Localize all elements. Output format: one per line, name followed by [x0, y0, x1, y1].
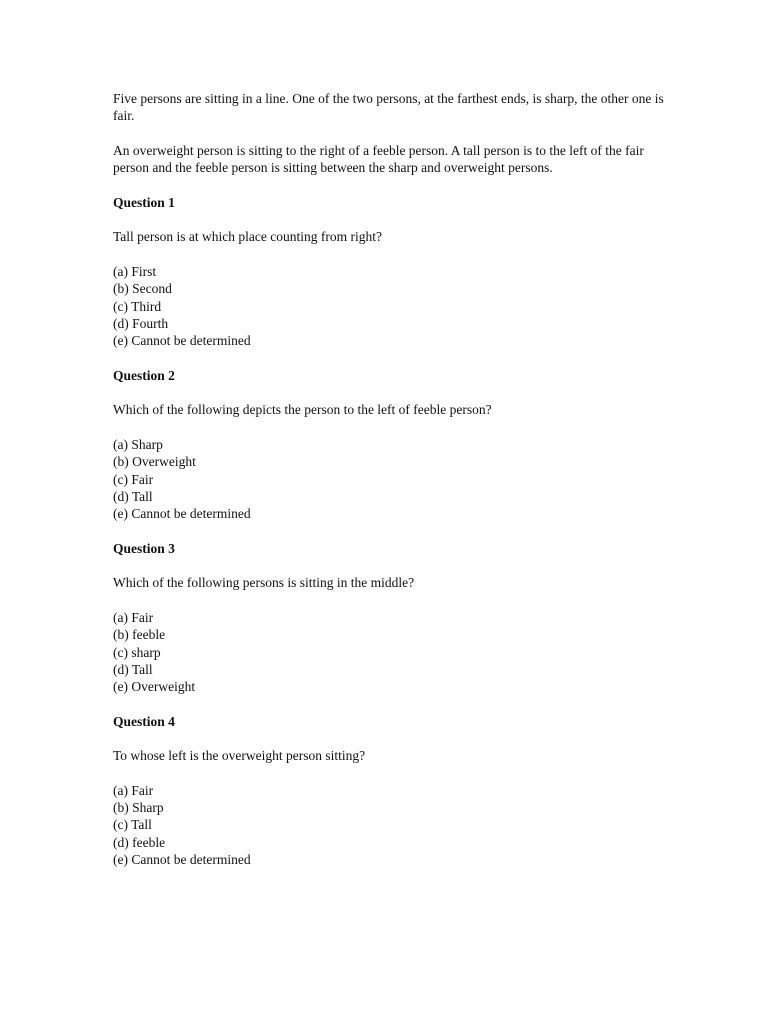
answer-option: (d) feeble	[113, 834, 166, 850]
intro-paragraph-2: An overweight person is sitting to the right of a feeble person. A tall person is to the left of the fair person and the feeble person is sitting between the sharp and overweight persons.	[113, 142, 644, 176]
question-3	[113, 540, 673, 696]
question-4	[113, 713, 673, 869]
answer-option: (c) Fair	[113, 471, 154, 487]
question-text: To whose left is the overweight person sitting?	[113, 748, 366, 764]
question-text: Which of the following persons is sitting in the middle?	[113, 575, 415, 591]
answer-option: (e) Cannot be determined	[113, 852, 251, 868]
answer-option: (e) Cannot be determined	[113, 506, 251, 522]
question-title: Question 4	[113, 713, 175, 729]
answer-option: (a) Sharp	[113, 436, 163, 452]
answer-option: (e) Cannot be determined	[113, 333, 251, 349]
answer-option: (c) sharp	[113, 644, 161, 660]
answer-option: (b) Overweight	[113, 454, 196, 470]
answer-option: (d) Tall	[113, 661, 153, 677]
answer-option: (a) Fair	[113, 782, 154, 798]
question-title: Question 2	[113, 367, 175, 383]
answer-option: (a) Fair	[113, 609, 154, 625]
answer-option: (b) Second	[113, 281, 172, 297]
question-text: Which of the following depicts the person to the left of feeble person?	[113, 402, 492, 418]
answer-option: (b) feeble	[113, 627, 166, 643]
question-title: Question 3	[113, 540, 175, 556]
answer-options	[113, 782, 673, 868]
question-title: Question 1	[113, 194, 175, 210]
answer-option: (a) First	[113, 263, 157, 279]
answer-options	[113, 436, 673, 522]
answer-option: (e) Overweight	[113, 679, 196, 695]
answer-option: (c) Third	[113, 298, 162, 314]
answer-option: (d) Fourth	[113, 315, 169, 331]
answer-options	[113, 263, 673, 349]
question-1	[113, 194, 673, 350]
intro-paragraph-1: Five persons are sitting in a line. One of the two persons, at the farthest ends, is sharp, the other one is fair.	[113, 91, 664, 124]
question-text: Tall person is at which place counting from right?	[113, 229, 382, 245]
document-page	[113, 90, 673, 886]
question-2	[113, 367, 673, 523]
answer-option: (c) Tall	[113, 817, 152, 833]
answer-option: (b) Sharp	[113, 800, 164, 816]
answer-options	[113, 609, 673, 695]
answer-option: (d) Tall	[113, 488, 153, 504]
